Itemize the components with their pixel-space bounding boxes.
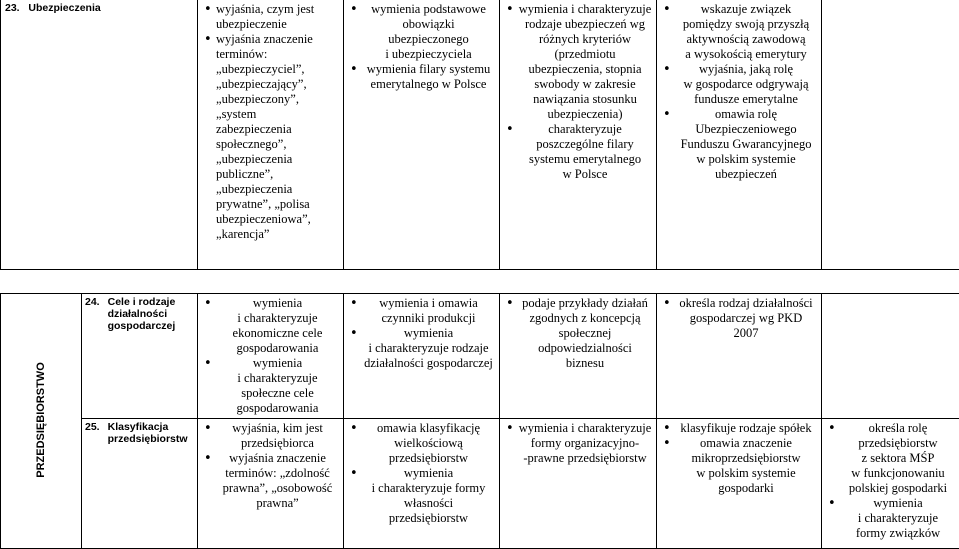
bullet-continuation: ubezpieczeniowa”, <box>202 212 339 227</box>
bullet-continuation: ubezpieczeń <box>661 167 817 182</box>
bullet-continuation: emerytalnego w Polsce <box>348 77 495 92</box>
bullet-continuation: gospodarowania <box>202 401 339 416</box>
bullet-continuation: społecznej <box>504 326 652 341</box>
bullet-continuation: przedsiębiorstw <box>826 436 956 451</box>
bullet-continuation: zgodnych z koncepcją <box>504 311 652 326</box>
topic-cell-23 <box>1 0 198 270</box>
bullet-continuation: (przedmiotu <box>504 47 652 62</box>
bullet-continuation: z sektora MŚP <box>826 451 956 466</box>
bullet-continuation: ubezpieczonego <box>348 32 495 47</box>
bullet-continuation: i charakteryzuje <box>202 371 339 386</box>
bullet-continuation: gospodarowania <box>202 341 339 356</box>
row-24 <box>1 294 959 419</box>
bullet-continuation: prywatne”, „polisa <box>202 197 339 212</box>
topic-title: Klasyfikacja przedsiębiorstw <box>108 421 194 445</box>
bullet-continuation: formy organizacyjno- <box>504 436 652 451</box>
row-23 <box>1 0 959 270</box>
bullet-continuation: w polskim systemie <box>661 152 817 167</box>
bullet-continuation: gospodarczej wg PKD <box>661 311 817 326</box>
bullet-continuation: systemu emerytalnego <box>504 152 652 167</box>
bullet-continuation: działalności gospodarczej <box>348 356 495 371</box>
bullet-continuation: „ubezpieczyciel”, <box>202 62 339 77</box>
curriculum-table-top <box>0 0 959 270</box>
bullet-continuation: publiczne”, <box>202 167 339 182</box>
bullet-continuation: i charakteryzuje formy <box>348 481 495 496</box>
bullet-continuation: formy związków <box>826 526 956 541</box>
bullet-item: • wymienia i charakteryzuje <box>504 421 652 436</box>
bullet-continuation: ubezpieczenie <box>202 17 339 32</box>
bullet-item: • charakteryzuje <box>504 122 652 137</box>
bullet-continuation: „karencja” <box>202 227 339 242</box>
req-col-4 <box>657 419 822 549</box>
req-col-3 <box>500 0 657 270</box>
bullet-continuation: własności <box>348 496 495 511</box>
bullet-continuation: przedsiębiorca <box>202 436 339 451</box>
topic-cell-24 <box>82 294 198 419</box>
req-col-4 <box>657 0 822 270</box>
bullet-item: • podaje przykłady działań <box>504 296 652 311</box>
bullet-continuation: społeczne cele <box>202 386 339 401</box>
topic-number: 23. <box>5 2 20 14</box>
bullet-continuation: -prawne przedsiębiorstw <box>504 451 652 466</box>
bullet-item: • wskazuje związek <box>661 2 817 17</box>
bullet-continuation: i charakteryzuje rodzaje <box>348 341 495 356</box>
bullet-item: • określa rolę <box>826 421 956 436</box>
req-col-1 <box>198 0 344 270</box>
req-col-2 <box>344 294 500 419</box>
bullet-continuation: terminów: <box>202 47 339 62</box>
req-col-1 <box>198 419 344 549</box>
bullet-item: • wyjaśnia, jaką rolę <box>661 62 817 77</box>
bullet-continuation: fundusze emerytalne <box>661 92 817 107</box>
topic-number: 24. <box>85 296 100 332</box>
bullet-continuation: ubezpieczenia) <box>504 107 652 122</box>
req-col-3 <box>500 294 657 419</box>
bullet-item: • wymienia <box>202 356 339 371</box>
bullet-continuation: poszczególne filary <box>504 137 652 152</box>
bullet-continuation: w Polsce <box>504 167 652 182</box>
bullet-continuation: ubezpieczenia, stopnia <box>504 62 652 77</box>
bullet-item: • wymienia <box>348 466 495 481</box>
bullet-item: • wyjaśnia, czym jest <box>202 2 339 17</box>
bullet-continuation: przedsiębiorstw <box>348 511 495 526</box>
bullet-continuation: rodzaje ubezpieczeń wg <box>504 17 652 32</box>
bullet-item: • wyjaśnia znaczenie <box>202 451 339 466</box>
bullet-continuation: pomiędzy swoją przyszłą <box>661 17 817 32</box>
section-label: PRZEDSIĘBIORSTWO <box>35 362 47 478</box>
bullet-continuation: w gospodarce odgrywają <box>661 77 817 92</box>
bullet-item: • omawia rolę <box>661 107 817 122</box>
bullet-item: • omawia klasyfikację <box>348 421 495 436</box>
bullet-continuation: czynniki produkcji <box>348 311 495 326</box>
bullet-continuation: ekonomiczne cele <box>202 326 339 341</box>
bullet-continuation: i charakteryzuje <box>826 511 956 526</box>
bullet-item: • wymienia i charakteryzuje <box>504 2 652 17</box>
bullet-item: • wymienia <box>202 296 339 311</box>
bullet-continuation: prawna” <box>202 496 339 511</box>
bullet-continuation: mikroprzedsiębiorstw <box>661 451 817 466</box>
bullet-continuation: polskiej gospodarki <box>826 481 956 496</box>
bullet-continuation: i ubezpieczyciela <box>348 47 495 62</box>
bullet-continuation: w funkcjonowaniu <box>826 466 956 481</box>
topic-cell-25 <box>82 419 198 549</box>
req-col-2 <box>344 0 500 270</box>
topic-title: Ubezpieczenia <box>28 2 100 14</box>
bullet-continuation: Funduszu Gwarancyjnego <box>661 137 817 152</box>
bullet-item: • wymienia podstawowe <box>348 2 495 17</box>
bullet-item: • wymienia <box>348 326 495 341</box>
bullet-continuation: przedsiębiorstw <box>348 451 495 466</box>
bullet-continuation: a wysokością emerytury <box>661 47 817 62</box>
bullet-continuation: różnych kryteriów <box>504 32 652 47</box>
bullet-item: • wymienia filary systemu <box>348 62 495 77</box>
req-col-4 <box>657 294 822 419</box>
req-col-3 <box>500 419 657 549</box>
req-col-5 <box>822 294 959 419</box>
bullet-continuation: odpowiedzialności biznesu <box>504 341 652 371</box>
bullet-continuation: gospodarki <box>661 481 817 496</box>
bullet-continuation: nawiązania stosunku <box>504 92 652 107</box>
req-col-2 <box>344 419 500 549</box>
bullet-continuation: „ubezpieczający”, <box>202 77 339 92</box>
bullet-item: • klasyfikuje rodzaje spółek <box>661 421 817 436</box>
bullet-continuation: prawna”, „osobowość <box>202 481 339 496</box>
section-label-cell <box>1 294 82 549</box>
bullet-continuation: w polskim systemie <box>661 466 817 481</box>
bullet-item: • określa rodzaj działalności <box>661 296 817 311</box>
req-col-5 <box>822 0 959 270</box>
bullet-continuation: i charakteryzuje <box>202 311 339 326</box>
bullet-continuation: 2007 <box>661 326 817 341</box>
topic-number: 25. <box>85 421 100 445</box>
bullet-item: • wyjaśnia znaczenie <box>202 32 339 47</box>
row-25 <box>1 419 959 549</box>
bullet-continuation: Ubezpieczeniowego <box>661 122 817 137</box>
bullet-continuation: „ubezpieczenia <box>202 152 339 167</box>
bullet-continuation: aktywnością zawodową <box>661 32 817 47</box>
topic-title: Cele i rodzaje działalności gospodarczej <box>108 296 194 332</box>
bullet-item: • wyjaśnia, kim jest <box>202 421 339 436</box>
bullet-continuation: „ubezpieczenia <box>202 182 339 197</box>
req-col-5 <box>822 419 959 549</box>
bullet-continuation: społecznego”, <box>202 137 339 152</box>
bullet-continuation: „ubezpieczony”, „system <box>202 92 339 122</box>
bullet-item: • omawia znaczenie <box>661 436 817 451</box>
curriculum-table-bottom <box>0 293 959 549</box>
bullet-continuation: zabezpieczenia <box>202 122 339 137</box>
req-col-1 <box>198 294 344 419</box>
bullet-item: • wymienia i omawia <box>348 296 495 311</box>
bullet-continuation: obowiązki <box>348 17 495 32</box>
bullet-continuation: wielkościową <box>348 436 495 451</box>
bullet-continuation: terminów: „zdolność <box>202 466 339 481</box>
bullet-continuation: swobody w zakresie <box>504 77 652 92</box>
bullet-item: • wymienia <box>826 496 956 511</box>
